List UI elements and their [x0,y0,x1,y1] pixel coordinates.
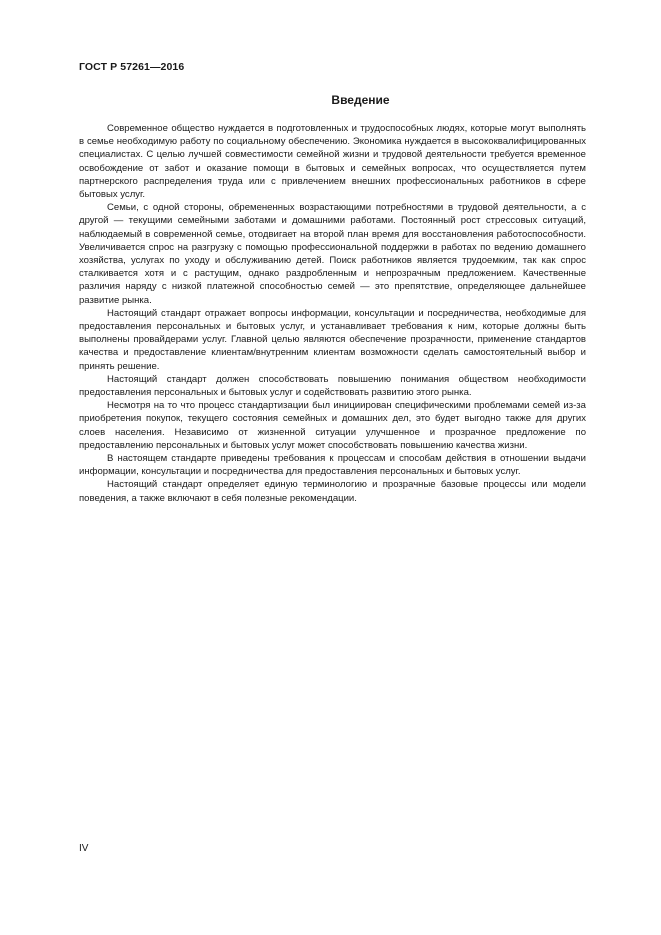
section-title: Введение [331,93,390,107]
page-number: IV [79,843,89,854]
paragraph: Настоящий стандарт должен способствовать повышению понимания обществом необходимости предоставления персональных и бытовых услуг и содействовать развитию этого рынка. [79,373,586,399]
paragraph: Настоящий стандарт определяет единую терминологию и прозрачные базовые процессы или модели поведения, а также включают в себя полезные рекомендации. [79,479,586,504]
paragraph: Семьи, с одной стороны, обремененных возрастающими потребностями в трудовой деятельности, а с другой — текущими семейными заботами и домашними работами. Постоянный рост стрессовых ситуаций, наблюдаемый в современной семье, отодвигает на второй план время для восстановления работоспособности. Увеличивается спрос на разгрузку с помощью профессиональной поддержки в работах по ведению домашнего хозяйства, услугах по уходу и обслуживанию детей. Поиск работников является трудоемким, так как спрос сталкивается хотя и с растущим, однако раздробленным и непрозрачным предложением. Качественные различия наряду с низкой платежной способностью семей — это препятствие, определяющее дальнейшее развитие рынка. [79,202,586,306]
document-code: ГОСТ Р 57261—2016 [79,61,185,73]
body-text [79,122,586,505]
paragraph: Несмотря на то что процесс стандартизации был инициирован специфическими проблемами семей из-за приобретения покупок, текущего состояния семейных и домашних дел, это будет выгодно также для других слоев населения. Независимо от жизненной ситуации улучшенное и прозрачное предложение по предоставлению персональных и бытовых услуг может способствовать повышению качества жизни. [79,400,586,451]
paragraph: Настоящий стандарт отражает вопросы информации, консультации и посредничества, необходимые для предоставления персональных и бытовых услуг, и устанавливает требования к ним, которые должны быть выполнены провайдерами услуг. Главной целью являются обеспечение прозрачности, применение стандартов качества и предоставление клиентам/внутренним клиентам возможности сделать самостоятельный выбор и принять решение. [79,307,586,372]
paragraph: Современное общество нуждается в подготовленных и трудоспособных людях, которые могут выполнять в семье необходимую работу по социальному обеспечению. Экономика нуждается в высококвалифицированных специалистах. С целью лучшей совместимости семейной жизни и трудовой деятельности требуется временное освобождение от забот и оказание помощи в бытовых и семейных вопросах, что осуществляется путем партнерского распределения труда или с привлечением внешних профессиональных работников в сфере бытовых услуг. [79,123,586,201]
paragraph: В настоящем стандарте приведены требования к процессам и способам действия в отношении выдачи информации, консультации и посредничества для предоставления персональных и бытовых услуг. [79,453,586,478]
